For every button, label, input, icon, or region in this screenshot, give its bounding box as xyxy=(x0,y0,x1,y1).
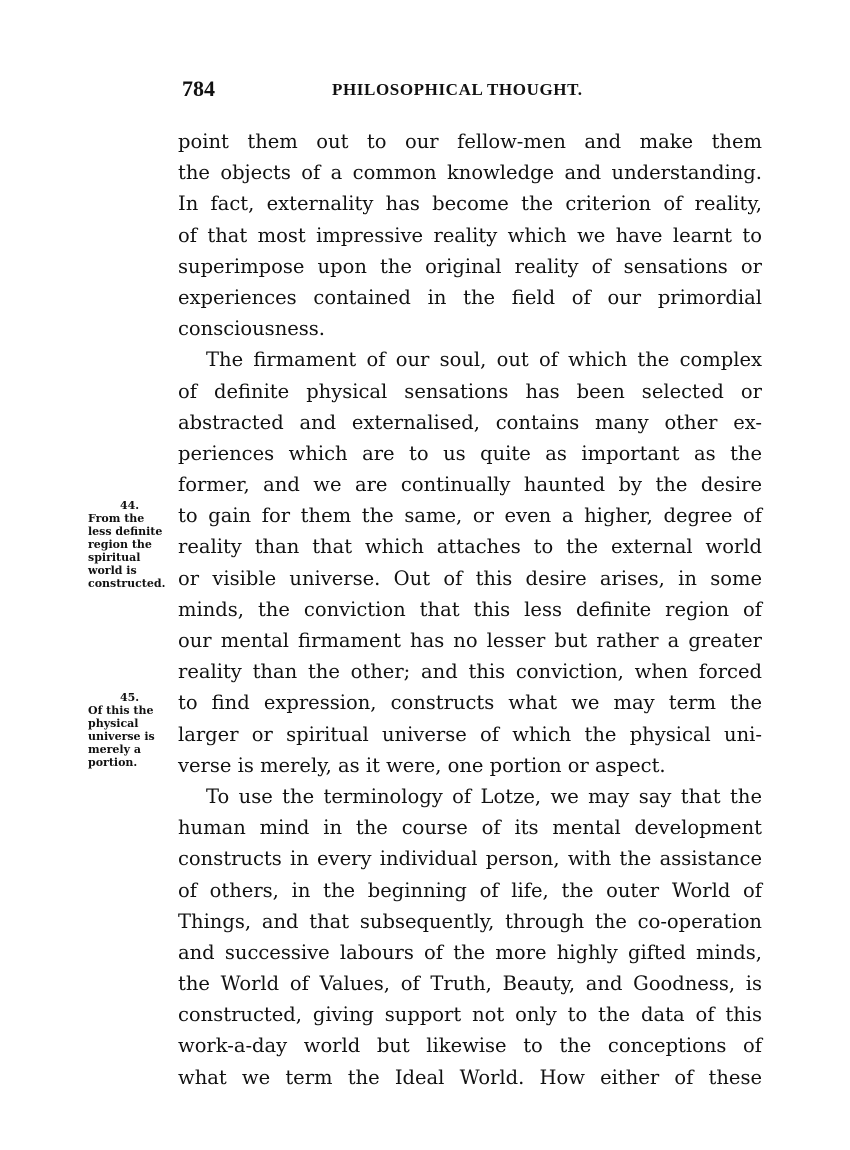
text-line: reality than that which attaches to the external world xyxy=(178,535,762,559)
sidenote-line: universe is xyxy=(88,730,155,743)
text-line: periences which are to us quite as important as the xyxy=(178,441,762,465)
sidenote-45 xyxy=(88,691,176,769)
sidenote-line: portion. xyxy=(88,756,138,769)
text-line: the objects of a common knowledge and understanding. xyxy=(178,161,762,185)
text-line: point them out to our fellow-men and make them xyxy=(178,130,762,153)
sidenote-line: region the xyxy=(88,538,152,551)
text-line: human mind in the course of its mental development xyxy=(178,816,762,840)
text-line: what we term the Ideal World. How either of these xyxy=(178,1065,762,1089)
text-line: constructed, giving support not only to the data of this xyxy=(178,1003,762,1027)
text-line: work-a-day world but likewise to the conceptions of xyxy=(178,1034,762,1058)
sidenote-44 xyxy=(88,499,176,590)
text-line: consciousness. xyxy=(178,317,326,341)
body-text xyxy=(178,126,762,1093)
text-line: Things, and that subsequently, through the co-operation xyxy=(178,909,762,933)
page-number: 784 xyxy=(182,76,215,101)
text-line: To use the terminology of Lotze, we may say that the xyxy=(206,784,762,808)
text-line: reality than the other; and this conviction, when forced xyxy=(178,660,762,684)
text-line: of others, in the beginning of life, the outer World of xyxy=(178,878,762,902)
sidenote-line: physical xyxy=(88,717,139,730)
sidenote-number: 45. xyxy=(120,691,140,704)
text-line: The firmament of our soul, out of which the complex xyxy=(206,348,762,372)
text-line: of that most impressive reality which we have learnt to xyxy=(178,223,762,247)
sidenote-line: less definite xyxy=(88,525,163,538)
text-line: or visible universe. Out of this desire arises, in some xyxy=(178,566,762,590)
text-line: to gain for them the same, or even a higher, degree of xyxy=(178,504,762,528)
text-line: to find expression, constructs what we may term the xyxy=(178,691,762,715)
text-line: abstracted and externalised, contains many other ex- xyxy=(178,410,762,434)
text-line: the World of Values, of Truth, Beauty, and Goodness, is xyxy=(178,972,762,996)
sidenote-line: Of this the xyxy=(88,704,154,717)
text-line: In fact, externality has become the criterion of reality, xyxy=(178,192,762,216)
running-head: PHILOSOPHICAL THOUGHT. xyxy=(332,80,583,99)
paragraph xyxy=(178,781,762,1093)
sidenote-line: world is xyxy=(88,564,137,577)
text-line: former, and we are continually haunted by the desire xyxy=(178,473,762,497)
text-line: experiences contained in the field of our primordial xyxy=(178,285,762,309)
sidenote-number: 44. xyxy=(120,499,140,512)
text-line: superimpose upon the original reality of sensations or xyxy=(178,254,762,278)
text-line: of definite physical sensations has been selected or xyxy=(178,379,762,403)
sidenote-line: From the xyxy=(88,512,145,525)
sidenote-line: merely a xyxy=(88,743,141,756)
text-line: constructs in every individual person, with the assistance xyxy=(178,847,762,871)
sidenote-line: spiritual xyxy=(88,551,141,564)
text-line: our mental firmament has no lesser but rather a greater xyxy=(178,629,762,652)
text-line: minds, the conviction that this less definite region of xyxy=(178,597,762,621)
text-line: verse is merely, as it were, one portion or aspect. xyxy=(178,753,666,777)
paragraph xyxy=(178,126,762,344)
text-line: and successive labours of the more highly gifted minds, xyxy=(178,940,762,964)
paragraph xyxy=(178,344,762,781)
sidenote-line: constructed. xyxy=(88,577,166,590)
text-line: larger or spiritual universe of which the physical uni- xyxy=(178,722,762,746)
page-header xyxy=(182,76,762,102)
